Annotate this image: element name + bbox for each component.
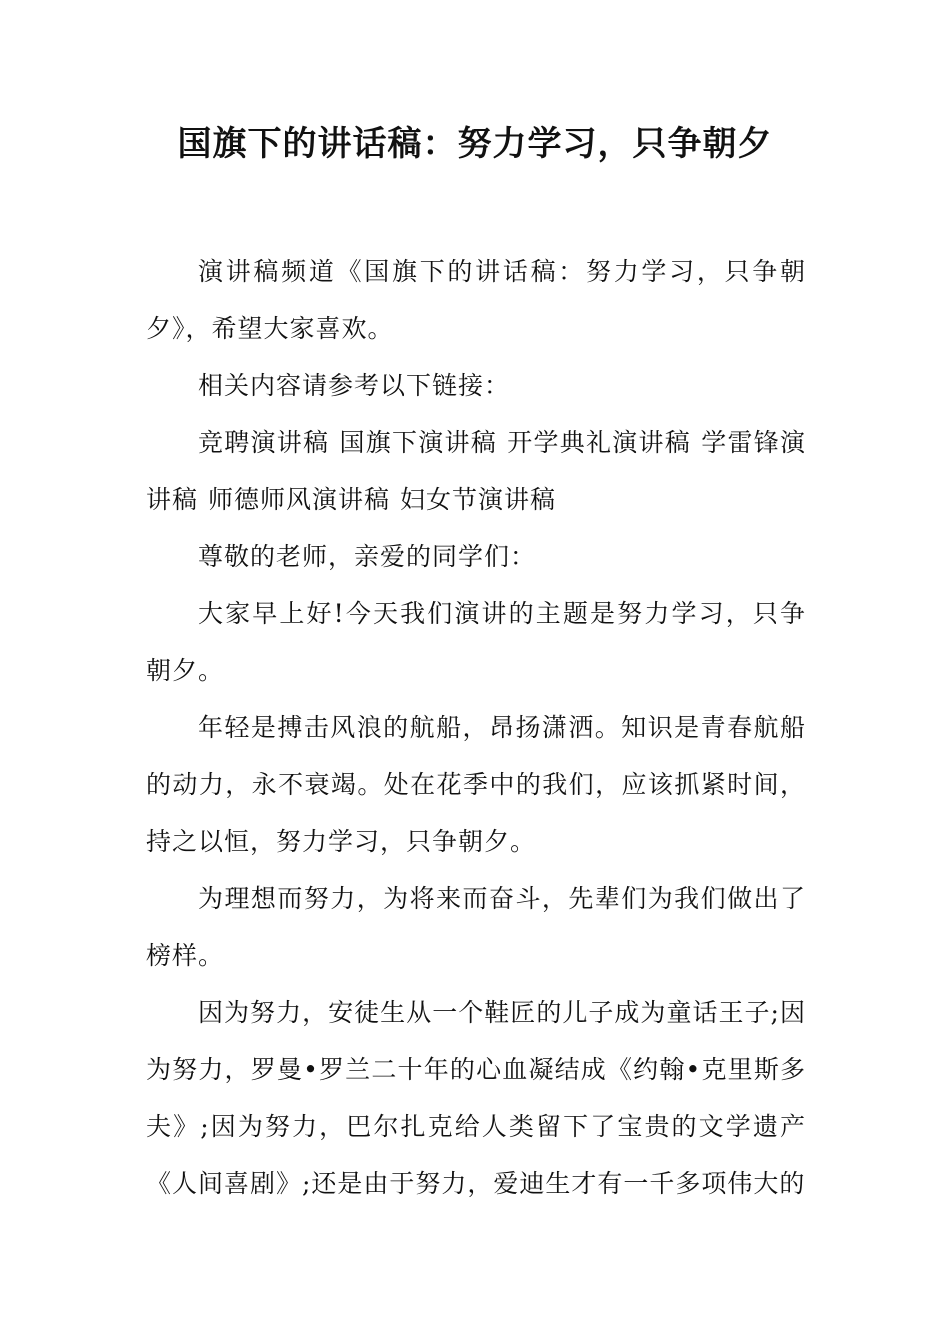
document-body [146, 243, 806, 1212]
related-link[interactable]: 开学典礼演讲稿 [506, 428, 691, 457]
body-paragraph: 为理想而努力，为将来而奋斗，先辈们为我们做出了榜样。 [146, 884, 806, 970]
related-link[interactable]: 妇女节演讲稿 [400, 485, 557, 514]
related-link[interactable]: 国旗下演讲稿 [339, 428, 497, 457]
body-paragraph: 年轻是搏击风浪的航船，昂扬潇洒。知识是青春航船的动力，永不衰竭。处在花季中的我们，应该抓紧时间，持之以恒，努力学习，只争朝夕。 [146, 713, 806, 856]
greeting-paragraph: 尊敬的老师，亲爱的同学们： [198, 542, 537, 571]
related-links [146, 414, 806, 528]
related-heading: 相关内容请参考以下链接： [198, 371, 511, 400]
document-title: 国旗下的讲话稿：努力学习，只争朝夕 [177, 124, 773, 164]
body-paragraph: 大家早上好!今天我们演讲的主题是努力学习，只争朝夕。 [146, 599, 806, 685]
related-link[interactable]: 学雷锋演讲稿 [146, 428, 806, 514]
related-link[interactable]: 竞聘演讲稿 [198, 428, 330, 457]
intro-paragraph: 演讲稿频道《国旗下的讲话稿：努力学习，只争朝夕》，希望大家喜欢。 [146, 257, 806, 343]
related-link[interactable]: 师德师风演讲稿 [208, 485, 391, 514]
body-paragraph: 因为努力，安徒生从一个鞋匠的儿子成为童话王子;因为努力，罗曼•罗兰二十年的心血凝结成《约翰•克里斯多夫》;因为努力，巴尔扎克给人类留下了宝贵的文学遗产《人间喜剧》;还是由于努力，爱迪生才有一千多项伟大的 [146, 998, 806, 1198]
